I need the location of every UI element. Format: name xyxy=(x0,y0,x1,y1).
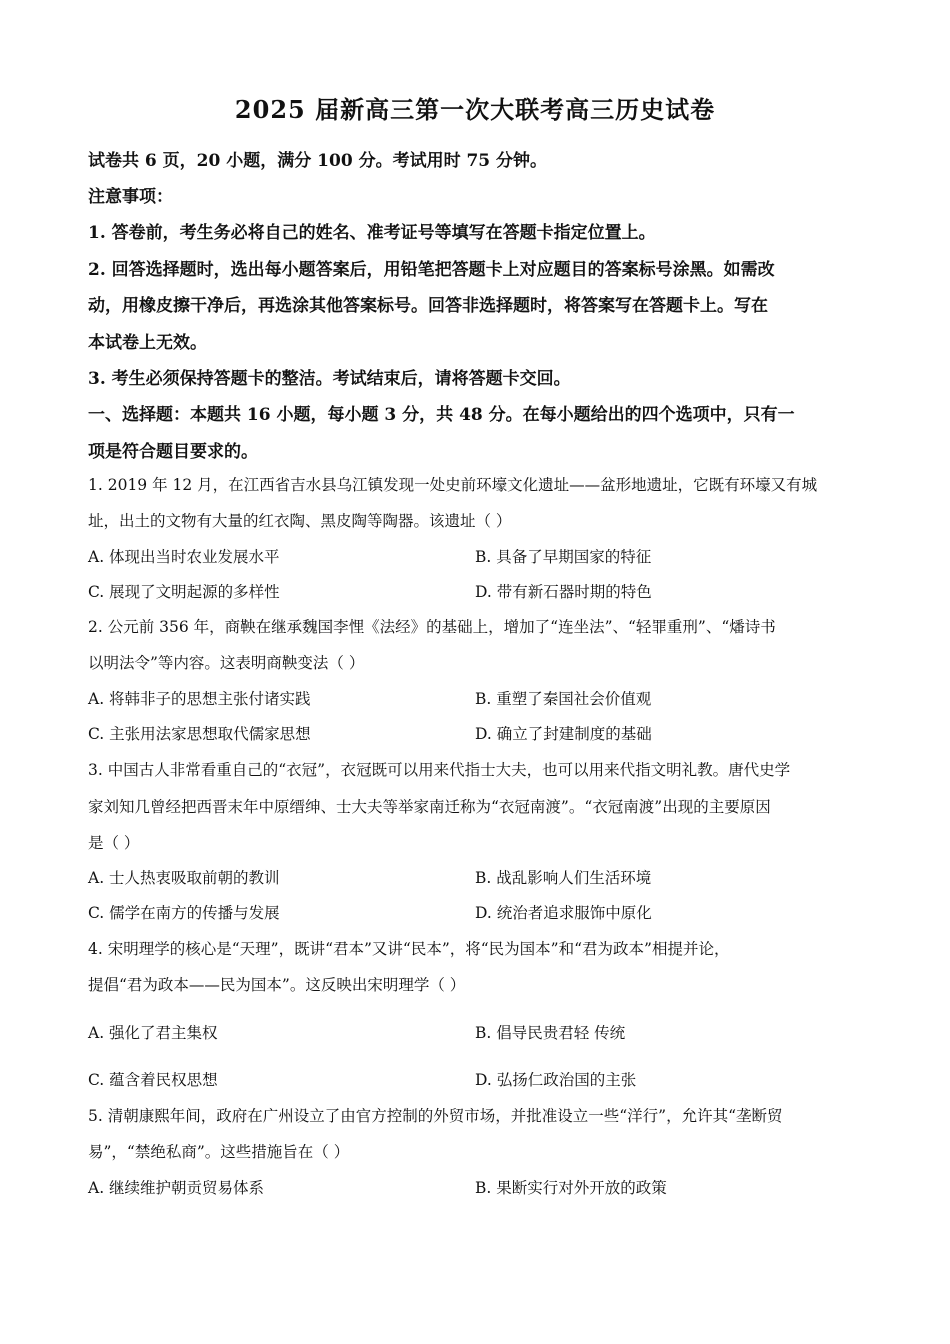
section-heading: 一、选择题：本题共 16 小题，每小题 3 分，共 48 分。在每小题给出的四个选项中，只有一 xyxy=(88,405,795,425)
question-3-stem-end: 是（ ） xyxy=(88,834,140,852)
question-1-option-c: C. 展现了文明起源的多样性 xyxy=(88,583,280,601)
intro-text: 试卷共 6 页，20 小题，满分 100 分。考试用时 75 分钟。 xyxy=(88,151,548,171)
question-5-option-b: B. 果断实行对外开放的政策 xyxy=(475,1179,667,1197)
notice-2-end: 本试卷上无效。 xyxy=(88,333,207,353)
notice-2-cont: 动，用橡皮擦干净后，再选涂其他答案标号。回答非选择题时，将答案写在答题卡上。写在 xyxy=(88,296,768,316)
question-5-stem: 5. 清朝康熙年间，政府在广州设立了由官方控制的外贸市场，并批准设立一些“洋行”，允许其“垄断贸 xyxy=(88,1107,783,1125)
question-3-option-a: A. 士人热衷吸取前朝的教训 xyxy=(88,869,280,887)
section-heading-cont: 项是符合题目要求的。 xyxy=(88,442,258,462)
question-2-stem-cont: 以明法令”等内容。这表明商鞅变法（ ） xyxy=(88,654,365,672)
question-1-option-a: A. 体现出当时农业发展水平 xyxy=(88,548,280,566)
question-4-stem: 4. 宋明理学的核心是“天理”，既讲“君本”又讲“民本”，将“民为国本”和“君为政本”相提并论， xyxy=(88,940,730,958)
question-2-option-d: D. 确立了封建制度的基础 xyxy=(475,725,652,743)
question-3-option-b: B. 战乱影响人们生活环境 xyxy=(475,869,652,887)
notice-3: 3. 考生必须保持答题卡的整洁。考试结束后，请将答题卡交回。 xyxy=(88,369,571,389)
question-4-option-d: D. 弘扬仁政治国的主张 xyxy=(475,1071,637,1089)
question-4-option-b: B. 倡导民贵君轻 传统 xyxy=(475,1024,626,1042)
notice-heading: 注意事项： xyxy=(88,187,173,207)
question-3-option-d: D. 统治者追求服饰中原化 xyxy=(475,904,652,922)
page-title: 2025 届新高三第一次大联考高三历史试卷 xyxy=(234,95,716,124)
question-1-stem: 1. 2019 年 12 月，在江西省吉水县乌江镇发现一处史前环壕文化遗址——盆形地遗址，它既有环壕又有城 xyxy=(88,476,818,494)
question-4-option-c: C. 蕴含着民权思想 xyxy=(88,1071,218,1089)
question-4-option-a: A. 强化了君主集权 xyxy=(88,1024,218,1042)
question-3-stem: 3. 中国古人非常看重自己的“衣冠”，衣冠既可以用来代指士大夫，也可以用来代指文明礼教。唐代史学 xyxy=(88,761,791,779)
question-1-option-d: D. 带有新石器时期的特色 xyxy=(475,583,652,601)
question-2-option-c: C. 主张用法家思想取代儒家思想 xyxy=(88,725,311,743)
question-1-option-b: B. 具备了早期国家的特征 xyxy=(475,548,652,566)
question-2-stem: 2. 公元前 356 年，商鞅在继承魏国李悝《法经》的基础上，增加了“连坐法”、“轻罪重刑”、“燔诗书 xyxy=(88,618,776,636)
question-3-option-c: C. 儒学在南方的传播与发展 xyxy=(88,904,280,922)
question-2-option-a: A. 将韩非子的思想主张付诸实践 xyxy=(88,690,311,708)
question-4-stem-cont: 提倡“君为政本——民为国本”。这反映出宋明理学（ ） xyxy=(88,976,466,994)
question-2-option-b: B. 重塑了秦国社会价值观 xyxy=(475,690,652,708)
notice-2: 2. 回答选择题时，选出每小题答案后，用铅笔把答题卡上对应题目的答案标号涂黑。如需改 xyxy=(88,260,775,280)
notice-1: 1. 答卷前，考生务必将自己的姓名、准考证号等填写在答题卡指定位置上。 xyxy=(88,223,656,243)
question-5-stem-cont: 易”，“禁绝私商”。这些措施旨在（ ） xyxy=(88,1143,350,1161)
question-3-stem-cont: 家刘知几曾经把西晋末年中原缙绅、士大夫等举家南迁称为“衣冠南渡”。“衣冠南渡”出现的主要原因 xyxy=(88,798,771,816)
question-5-option-a: A. 继续维护朝贡贸易体系 xyxy=(88,1179,265,1197)
question-1-stem-cont: 址，出土的文物有大量的红衣陶、黑皮陶等陶器。该遗址（ ） xyxy=(88,512,512,530)
